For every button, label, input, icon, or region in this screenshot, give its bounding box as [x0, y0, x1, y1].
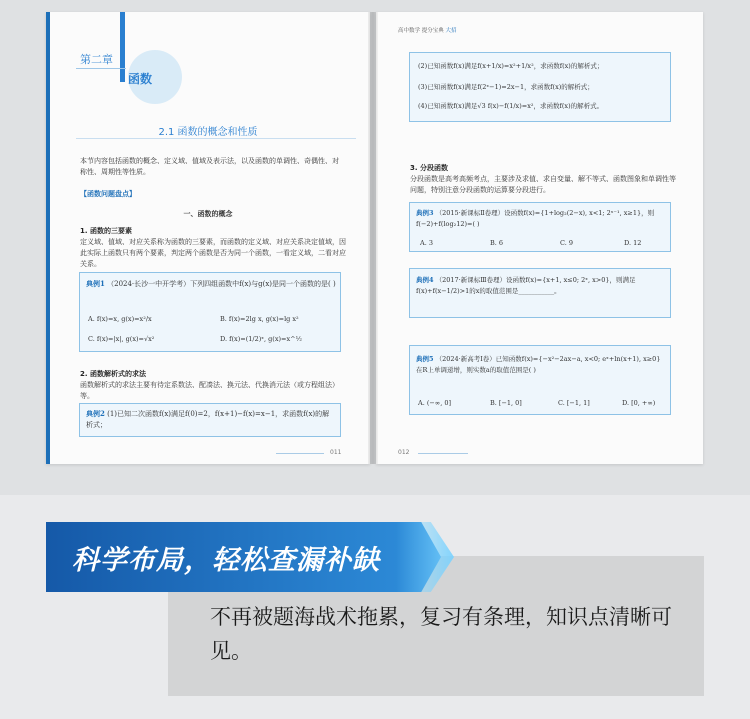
example-5-option-d: D. [0, +∞) [622, 399, 656, 407]
example-3-text [416, 208, 666, 230]
example-3-option-d: D. 12 [624, 239, 642, 247]
sub-heading: 一、函数的概念 [183, 210, 233, 218]
example-1-text [86, 278, 336, 290]
page-edge-bar [46, 12, 50, 464]
example-5-tag: 典例5 [416, 355, 434, 363]
example-1-option-b: B. f(x)=2lg x, g(x)=lg x² [220, 315, 299, 323]
running-header-title: 高中数学 提分宝典 [398, 28, 444, 34]
banner-title: 科学布局，轻松查漏补缺 [72, 545, 380, 576]
example-1-option-d: D. f(x)=(1/2)ˣ, g(x)=x^½ [220, 335, 302, 343]
page-number: 012 [398, 449, 410, 456]
example-1-body: （2024·长沙一中开学考）下列四组函数中f(x)与g(x)是同一个函数的是( ) [107, 280, 336, 288]
paragraph-analytic-methods: 函数解析式的求法主要有待定系数法、配凑法、换元法、代换消元法（或方程组法）等。 [80, 381, 339, 400]
continued-line-2: (2)已知函数f(x)满足f(x+1/x)=x²+1/x²，求函数f(x)的解析式； [418, 62, 604, 70]
chapter-stripe [120, 12, 125, 82]
chapter-label: 第二章 [80, 53, 113, 66]
example-5-text [416, 354, 666, 376]
heading-three-elements: 1. 函数的三要素 [80, 227, 132, 235]
example-5-option-c: C. [−1, 1] [558, 399, 590, 407]
example-4-text [416, 275, 666, 297]
book-spine-shadow [368, 12, 378, 464]
example-box-1 [79, 272, 341, 352]
section-title: 2.1 函数的概念和性质 [158, 127, 258, 138]
continued-line-3: (3)已知函数f(x)满足f(2ˣ−1)=2x−1，求函数f(x)的解析式； [418, 83, 594, 91]
footer-rule [276, 453, 324, 454]
example-4-tag: 典例4 [416, 276, 434, 284]
example-2-text [86, 408, 336, 431]
example-3-body: （2015·新课标Ⅱ卷理）设函数f(x)={1+log₂(2−x), x<1; 2ˣ⁻¹, x≥1}，则 f(−2)+f(log₂12)=( ) [416, 209, 655, 228]
example-2-body: (1)已知二次函数f(x)满足f(0)=2，f(x+1)−f(x)=x−1，求函数f(x)的解析式； [86, 410, 330, 429]
example-box-5 [409, 345, 671, 415]
example-5-option-a: A. (−∞, 0] [418, 399, 452, 407]
left-page [46, 12, 370, 464]
example-1-option-c: C. f(x)=|x|, g(x)=√x² [88, 335, 155, 343]
heading-analytic-methods: 2. 函数解析式的求法 [80, 370, 146, 378]
footer-rule [418, 453, 468, 454]
example-1-tag: 典例1 [86, 279, 105, 288]
heading-piecewise: 3. 分段函数 [410, 164, 448, 172]
right-page [376, 12, 703, 464]
running-header-badge: 大招 [445, 28, 457, 34]
example-5-option-b: B. [−1, 0] [490, 399, 522, 407]
example-3-tag: 典例3 [416, 209, 434, 217]
continued-box [409, 52, 671, 122]
section-rule [76, 138, 356, 139]
banner-description: 不再被题海战术拖累，复习有条理，知识点清晰可见。 [210, 605, 672, 663]
paragraph-three-elements: 定义域、值域、对应关系称为函数的三要素，而函数的定义域、对应关系决定值域，因此实际上函数只有两个要素，判定两个函数是否为同一个函数，一看定义域，二看对应关系。 [80, 238, 346, 268]
example-2-tag: 典例2 [86, 409, 105, 418]
chapter-title: 函数 [128, 72, 153, 86]
example-3-option-a: A. 3 [420, 239, 433, 247]
example-box-3 [409, 202, 671, 252]
intro-text: 本节内容包括函数的概念、定义域、值域及表示法，以及函数的单调性、奇偶性、对称性、周期性等性质。 [80, 157, 339, 176]
example-3-option-c: C. 9 [560, 239, 574, 247]
module-label: 【函数问题盘点】 [80, 190, 136, 198]
example-1-option-a: A. f(x)=x, g(x)=x²/x [88, 315, 152, 323]
example-3-option-b: B. 6 [490, 239, 504, 247]
example-box-4 [409, 268, 671, 318]
example-5-body: （2024·新高考Ⅰ卷）已知函数f(x)={−x²−2ax−a, x<0; eˣ+ln(x+1), x≥0}在R上单调递增，则实数a的取值范围是( ) [416, 355, 661, 374]
page-number: 011 [330, 449, 342, 456]
paragraph-piecewise: 分段函数是高考高频考点，主要涉及求值、求自变量、解不等式、函数图象和单调性等问题，特别注意分段函数的运算要分段进行。 [410, 175, 676, 194]
example-4-body: （2017·新课标Ⅲ卷理）设函数f(x)={x+1, x≤0; 2ˣ, x>0}，则满足f(x)+f(x−1/2)>1的x的取值范围是___________。 [416, 276, 636, 295]
continued-line-4: (4)已知函数f(x)满足√3 f(x)−f(1/x)=x²，求函数f(x)的解析式。 [418, 102, 604, 110]
running-header [398, 26, 457, 34]
example-box-2 [79, 403, 341, 437]
chapter-rule [76, 68, 126, 69]
